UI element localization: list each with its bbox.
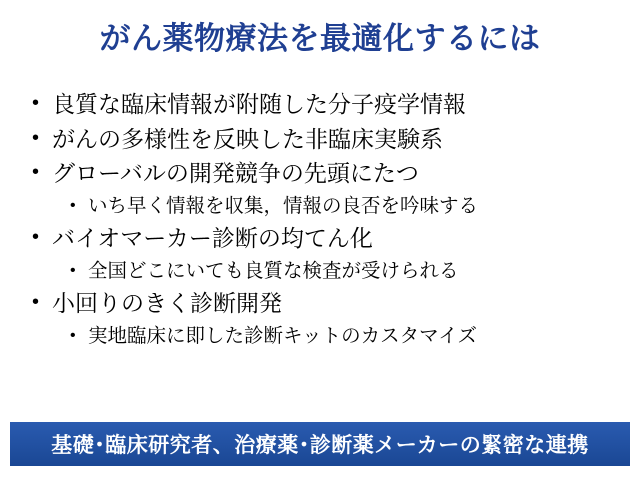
list-item-label: いち早く情報を収集，情報の良否を吟味する: [88, 194, 479, 217]
list-item-label: 全国どこにいても良質な検査が受けられる: [88, 259, 459, 282]
list-item-label: グローバルの開発競争の先頭にたつ: [52, 160, 419, 187]
list-item-label: がんの多様性を反映した非臨床実験系: [52, 125, 443, 152]
list-item: [28, 222, 618, 255]
bullet-dot-icon: •: [32, 126, 40, 149]
list-item: [28, 287, 618, 320]
list-item-sub: [28, 192, 618, 220]
bullet-dot-icon: •: [32, 92, 40, 114]
list-item-sub: [28, 257, 618, 285]
list-item: [28, 157, 618, 190]
list-item-sub: [28, 322, 618, 350]
list-item: [28, 123, 618, 156]
list-item-label: バイオマーカー診断の均てん化: [52, 225, 373, 252]
footer-banner: [10, 422, 630, 466]
bullet-list: [28, 88, 618, 352]
bullet-dot-icon: •: [70, 326, 76, 344]
bullet-dot-icon: •: [32, 226, 40, 249]
list-item: [28, 88, 618, 121]
footer-banner-label: 基礎･臨床研究者、治療薬･診断薬メーカーの緊密な連携: [51, 434, 589, 457]
bullet-dot-icon: •: [32, 291, 40, 314]
bullet-dot-icon: •: [32, 161, 40, 184]
list-item-label: 実地臨床に即した診断キットのカスタマイズ: [88, 324, 478, 347]
page-title: がん薬物療法を最適化するには: [99, 21, 541, 56]
bullet-dot-icon: •: [70, 196, 76, 214]
list-item-label: 良質な臨床情報が附随した分子疫学情報: [52, 91, 466, 117]
bullet-dot-icon: •: [70, 261, 76, 279]
list-item-label: 小回りのきく診断開発: [52, 290, 282, 317]
